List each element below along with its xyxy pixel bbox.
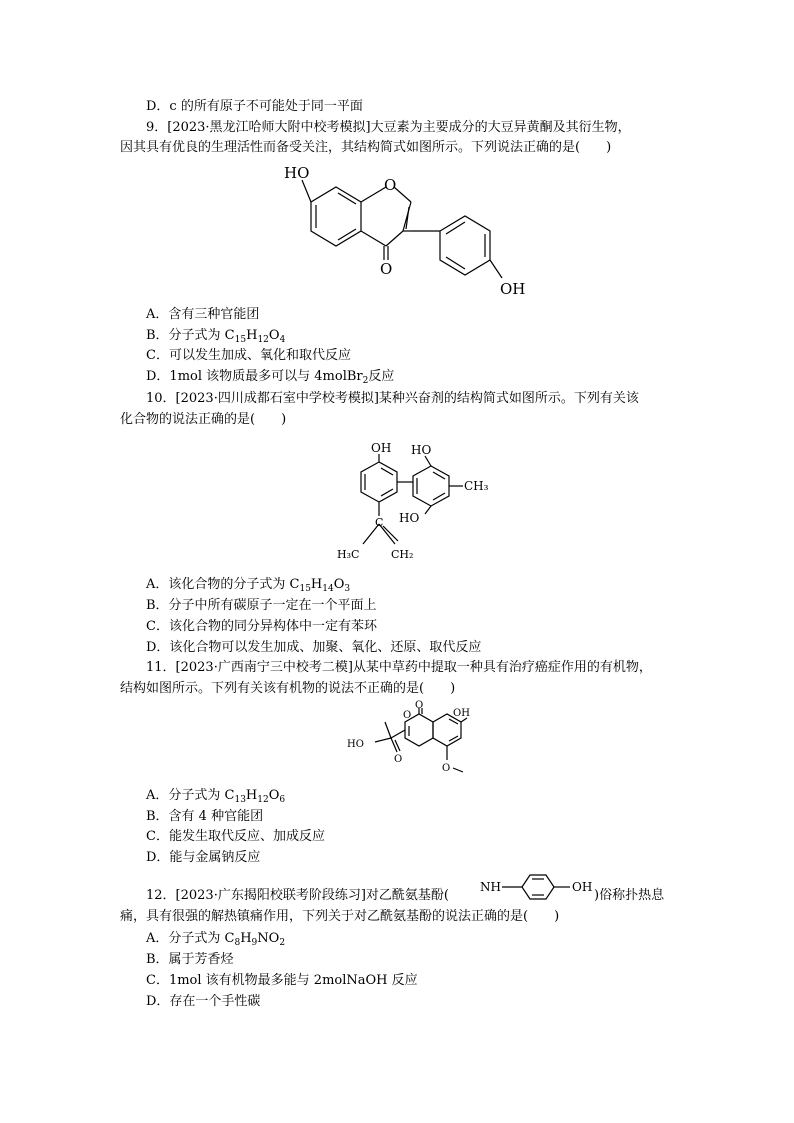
q10-label-ho-top: HO [411, 443, 432, 457]
q11-label-ho: HO [347, 739, 364, 750]
q11-label-o-methoxy: O [442, 763, 451, 774]
q12-structure-paracetamol [478, 874, 596, 904]
q12-stem-line2: 痛，具有很强的解热镇痛作用，下列关于对乙酰氨基酚的说法正确的是( ) [120, 909, 560, 924]
q9-option-b: B．分子式为 $C_{15}H_{12}O_4$ [146, 328, 286, 345]
q9-stem-line1: 9．[2023·黑龙江哈师大附中校考模拟]大豆素为主要成分的大豆异黄酮及其衍生物， [146, 120, 631, 135]
q9-label-oh: OH [500, 280, 526, 298]
q10-label-c: C [375, 516, 384, 529]
q12-label-oh: OH [572, 880, 593, 894]
q9-option-d: D．1mol 该物质最多可以与 4molBr$_2$反应 [146, 369, 395, 386]
q11-label-o-keto: O [415, 700, 424, 711]
q9-label-o-keto: O [380, 260, 393, 278]
q9-structure-daidzein [280, 160, 550, 300]
q11-label-o-acid: O [394, 754, 403, 765]
q10-label-ho-bottom: HO [399, 511, 420, 525]
q12-option-d: D．存在一个手性碳 [146, 994, 261, 1009]
q12-option-a: A．分子式为 $C_8H_9NO_2$ [146, 931, 286, 948]
q11-stem-line1: 11．[2023·广西南宁三中校考二模]从某中草药中提取一种具有治疗癌症作用的有机物， [146, 660, 652, 675]
q12-stem-pre: 12．[2023·广东揭阳校联考阶段练习]对乙酰氨基酚( [146, 888, 449, 903]
q10-stem-line1: 10．[2023·四川成都石室中学校考模拟]某种兴奋剂的结构简式如图所示。下列有关该 [146, 391, 639, 406]
q10-structure [335, 440, 505, 565]
q11-label-o-ring: O [403, 710, 412, 721]
q9-option-a: A．含有三种官能团 [146, 307, 260, 322]
q12-stem-post: )俗称扑热息 [594, 888, 665, 903]
q12-stem-line1 [146, 887, 449, 905]
q12-option-b: B．属于芳香烃 [146, 952, 234, 967]
q10-label-ch3: CH₃ [464, 479, 489, 493]
q10-label-oh: OH [371, 441, 392, 455]
q11-option-b: B．含有 4 种官能团 [146, 809, 264, 824]
q11-structure [345, 700, 495, 782]
q11-stem-line2: 结构如图所示。下列有关该有机物的说法不正确的是( ) [120, 681, 456, 696]
q9-label-o-ring: O [384, 176, 397, 194]
q10-label-h3c: H₃C [337, 548, 360, 561]
q11-option-c: C．能发生取代反应、加成反应 [146, 829, 325, 844]
q10-option-c: C．该化合物的同分异构体中一定有苯环 [146, 619, 377, 634]
q11-label-oh: OH [453, 708, 470, 719]
q10-option-b: B．分子中所有碳原子一定在一个平面上 [146, 598, 377, 613]
q11-option-a: A．分子式为 $C_{13}H_{12}O_6$ [146, 788, 286, 805]
q12-label-nh: NH [480, 880, 501, 894]
q10-stem-line2: 化合物的说法正确的是( ) [120, 412, 287, 427]
q10-option-d: D．该化合物可以发生加成、加聚、氧化、还原、取代反应 [146, 640, 482, 655]
q9-option-c: C．可以发生加成、氧化和取代反应 [146, 348, 351, 363]
q10-label-ch2: CH₂ [391, 548, 414, 561]
q9-label-ho: HO [284, 164, 310, 182]
q11-option-d: D．能与金属钠反应 [146, 850, 261, 865]
q9-stem-line2: 因其具有优良的生理活性而备受关注，其结构简式如图所示。下列说法正确的是( ) [120, 140, 612, 155]
q8-option-d: D．c 的所有原子不可能处于同一平面 [146, 99, 363, 114]
q12-option-c: C．1mol 该有机物最多能与 2molNaOH 反应 [146, 973, 418, 988]
q10-option-a: A．该化合物的分子式为 $C_{15}H_{14}O_3$ [146, 577, 351, 594]
